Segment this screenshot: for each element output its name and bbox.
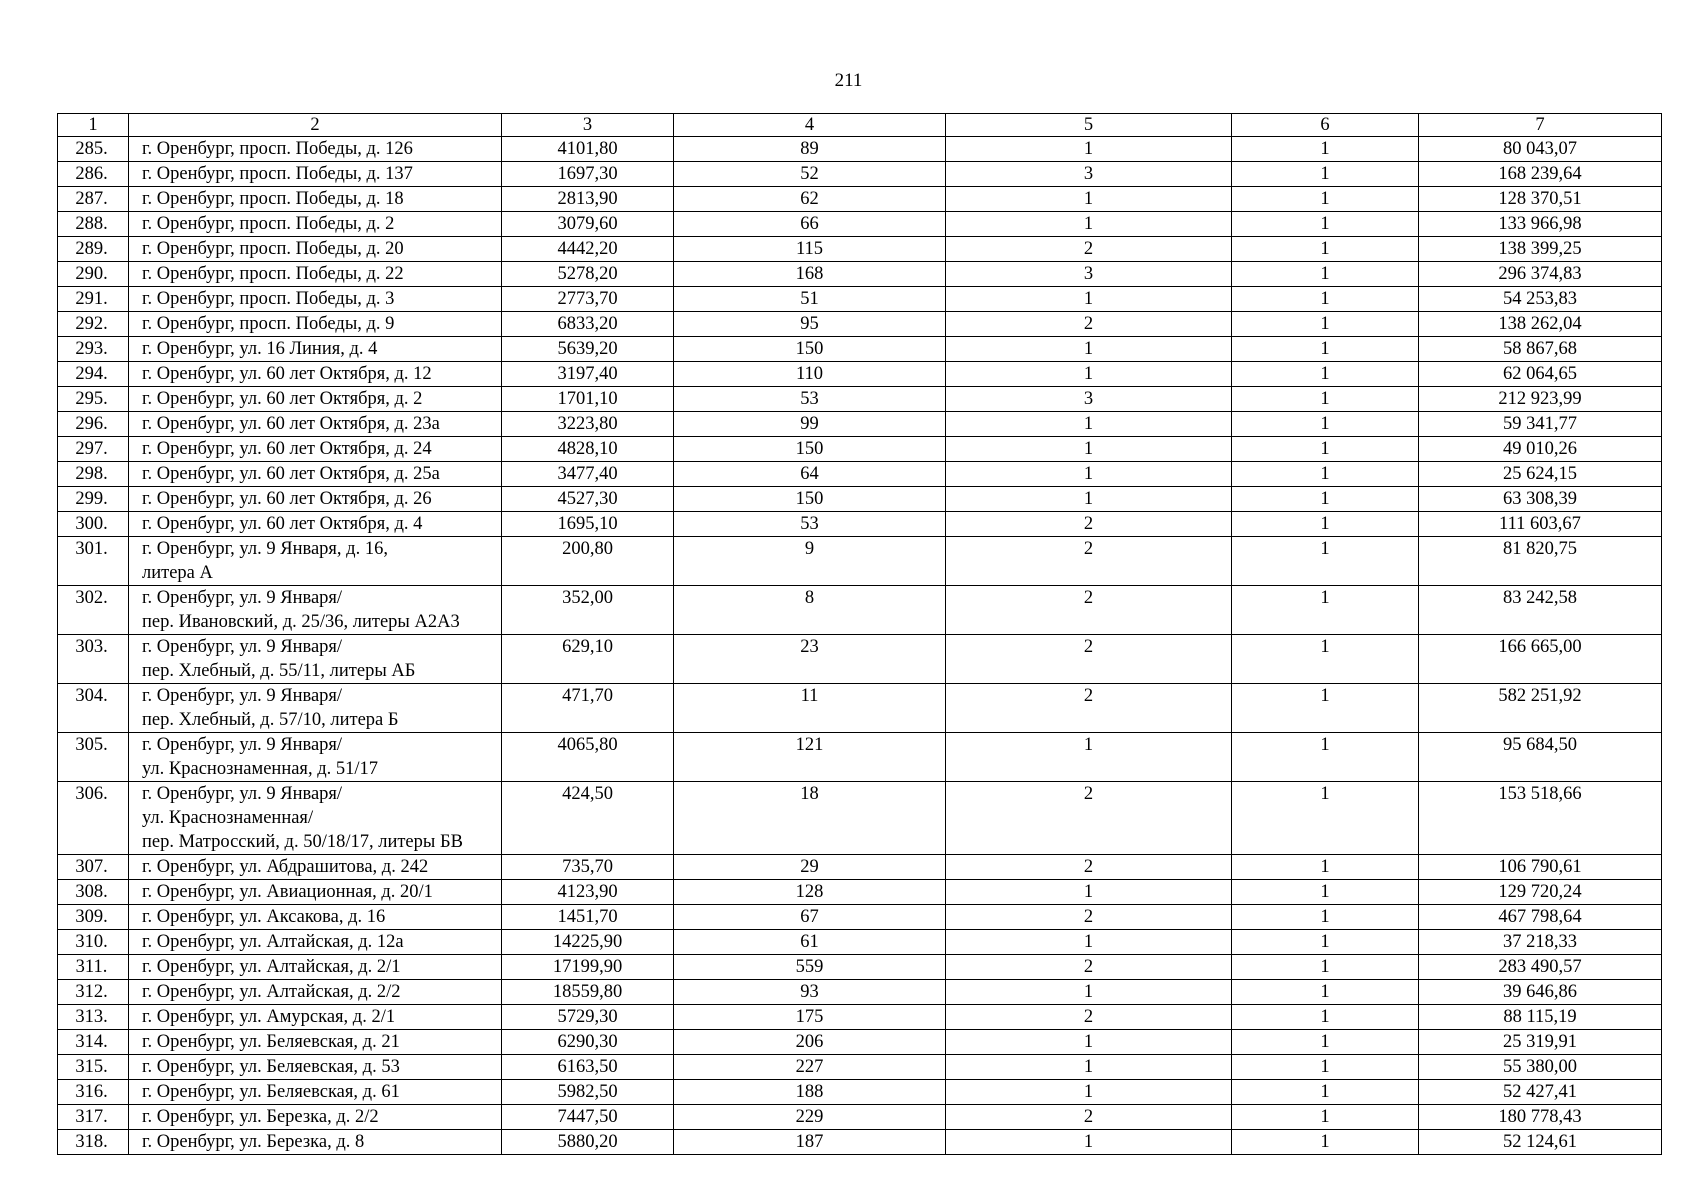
table-row (58, 162, 1662, 187)
row-number: 301. (58, 537, 129, 586)
value6-cell: 1 (1232, 412, 1419, 437)
row-number: 288. (58, 212, 129, 237)
row-number: 302. (58, 586, 129, 635)
table-header-row (58, 114, 1662, 137)
area-cell: 3477,40 (502, 462, 674, 487)
area-cell: 5982,50 (502, 1080, 674, 1105)
column-header: 3 (502, 114, 674, 137)
row-number: 286. (58, 162, 129, 187)
value6-cell: 1 (1232, 855, 1419, 880)
column-header: 1 (58, 114, 129, 137)
table-row (58, 312, 1662, 337)
row-number: 291. (58, 287, 129, 312)
table-row (58, 337, 1662, 362)
table-row (58, 586, 1662, 635)
count-cell: 23 (674, 635, 946, 684)
column-header: 5 (946, 114, 1232, 137)
table-row (58, 782, 1662, 855)
address-cell: г. Оренбург, просп. Победы, д. 2 (129, 212, 502, 237)
count-cell: 150 (674, 437, 946, 462)
address-cell: г. Оренбург, ул. 9 Января, д. 16, литера А (129, 537, 502, 586)
column-header: 2 (129, 114, 502, 137)
row-number: 311. (58, 955, 129, 980)
value6-cell: 1 (1232, 1080, 1419, 1105)
amount-cell: 95 684,50 (1419, 733, 1662, 782)
value5-cell: 1 (946, 137, 1232, 162)
count-cell: 168 (674, 262, 946, 287)
area-cell: 14225,90 (502, 930, 674, 955)
value6-cell: 1 (1232, 262, 1419, 287)
table-row (58, 684, 1662, 733)
address-cell: г. Оренбург, ул. Беляевская, д. 21 (129, 1030, 502, 1055)
row-number: 292. (58, 312, 129, 337)
row-number: 308. (58, 880, 129, 905)
count-cell: 11 (674, 684, 946, 733)
address-cell: г. Оренбург, ул. Беляевская, д. 53 (129, 1055, 502, 1080)
row-number: 295. (58, 387, 129, 412)
value5-cell: 1 (946, 287, 1232, 312)
table-row (58, 137, 1662, 162)
area-cell: 1697,30 (502, 162, 674, 187)
count-cell: 187 (674, 1130, 946, 1155)
count-cell: 227 (674, 1055, 946, 1080)
table-row (58, 262, 1662, 287)
area-cell: 4828,10 (502, 437, 674, 462)
area-cell: 5639,20 (502, 337, 674, 362)
amount-cell: 63 308,39 (1419, 487, 1662, 512)
value6-cell: 1 (1232, 287, 1419, 312)
table-row (58, 1130, 1662, 1155)
table-row (58, 1080, 1662, 1105)
value6-cell: 1 (1232, 880, 1419, 905)
value6-cell: 1 (1232, 362, 1419, 387)
count-cell: 53 (674, 512, 946, 537)
area-cell: 5278,20 (502, 262, 674, 287)
value6-cell: 1 (1232, 684, 1419, 733)
table-row (58, 930, 1662, 955)
value5-cell: 2 (946, 237, 1232, 262)
table-row (58, 412, 1662, 437)
address-cell: г. Оренбург, ул. Алтайская, д. 12а (129, 930, 502, 955)
value5-cell: 2 (946, 635, 1232, 684)
amount-cell: 106 790,61 (1419, 855, 1662, 880)
area-cell: 424,50 (502, 782, 674, 855)
address-cell: г. Оренбург, ул. 9 Января/ пер. Хлебный, д. 57/10, литера Б (129, 684, 502, 733)
table-row (58, 212, 1662, 237)
count-cell: 62 (674, 187, 946, 212)
area-cell: 17199,90 (502, 955, 674, 980)
value6-cell: 1 (1232, 733, 1419, 782)
count-cell: 150 (674, 337, 946, 362)
count-cell: 110 (674, 362, 946, 387)
value6-cell: 1 (1232, 462, 1419, 487)
amount-cell: 166 665,00 (1419, 635, 1662, 684)
value5-cell: 3 (946, 262, 1232, 287)
amount-cell: 168 239,64 (1419, 162, 1662, 187)
area-cell: 4101,80 (502, 137, 674, 162)
count-cell: 188 (674, 1080, 946, 1105)
amount-cell: 39 646,86 (1419, 980, 1662, 1005)
table-row (58, 855, 1662, 880)
area-cell: 629,10 (502, 635, 674, 684)
area-cell: 5880,20 (502, 1130, 674, 1155)
count-cell: 67 (674, 905, 946, 930)
amount-cell: 582 251,92 (1419, 684, 1662, 733)
table-row (58, 635, 1662, 684)
count-cell: 175 (674, 1005, 946, 1030)
address-cell: г. Оренбург, ул. 60 лет Октября, д. 12 (129, 362, 502, 387)
area-cell: 200,80 (502, 537, 674, 586)
address-cell: г. Оренбург, ул. Аксакова, д. 16 (129, 905, 502, 930)
address-cell: г. Оренбург, просп. Победы, д. 126 (129, 137, 502, 162)
value6-cell: 1 (1232, 955, 1419, 980)
address-cell: г. Оренбург, просп. Победы, д. 3 (129, 287, 502, 312)
value5-cell: 2 (946, 1105, 1232, 1130)
amount-cell: 62 064,65 (1419, 362, 1662, 387)
address-cell: г. Оренбург, ул. Абдрашитова, д. 242 (129, 855, 502, 880)
value5-cell: 2 (946, 855, 1232, 880)
value5-cell: 1 (946, 930, 1232, 955)
row-number: 289. (58, 237, 129, 262)
value6-cell: 1 (1232, 1005, 1419, 1030)
count-cell: 66 (674, 212, 946, 237)
table-row (58, 1105, 1662, 1130)
area-cell: 1701,10 (502, 387, 674, 412)
value6-cell: 1 (1232, 512, 1419, 537)
area-cell: 735,70 (502, 855, 674, 880)
value5-cell: 1 (946, 1080, 1232, 1105)
table-row (58, 187, 1662, 212)
count-cell: 64 (674, 462, 946, 487)
address-cell: г. Оренбург, ул. 9 Января/ ул. Краснознаменная, д. 51/17 (129, 733, 502, 782)
amount-cell: 283 490,57 (1419, 955, 1662, 980)
table-row (58, 462, 1662, 487)
area-cell: 6833,20 (502, 312, 674, 337)
amount-cell: 138 262,04 (1419, 312, 1662, 337)
amount-cell: 55 380,00 (1419, 1055, 1662, 1080)
count-cell: 559 (674, 955, 946, 980)
value5-cell: 1 (946, 1055, 1232, 1080)
amount-cell: 83 242,58 (1419, 586, 1662, 635)
value6-cell: 1 (1232, 162, 1419, 187)
area-cell: 6163,50 (502, 1055, 674, 1080)
address-cell: г. Оренбург, просп. Победы, д. 18 (129, 187, 502, 212)
count-cell: 95 (674, 312, 946, 337)
count-cell: 99 (674, 412, 946, 437)
value5-cell: 1 (946, 437, 1232, 462)
value5-cell: 3 (946, 162, 1232, 187)
value5-cell: 1 (946, 1030, 1232, 1055)
row-number: 297. (58, 437, 129, 462)
amount-cell: 58 867,68 (1419, 337, 1662, 362)
value5-cell: 1 (946, 212, 1232, 237)
value5-cell: 1 (946, 337, 1232, 362)
row-number: 306. (58, 782, 129, 855)
count-cell: 51 (674, 287, 946, 312)
row-number: 316. (58, 1080, 129, 1105)
address-cell: г. Оренбург, ул. 60 лет Октября, д. 24 (129, 437, 502, 462)
area-cell: 2773,70 (502, 287, 674, 312)
row-number: 313. (58, 1005, 129, 1030)
table-row (58, 880, 1662, 905)
table-row (58, 1005, 1662, 1030)
value6-cell: 1 (1232, 586, 1419, 635)
amount-cell: 128 370,51 (1419, 187, 1662, 212)
row-number: 290. (58, 262, 129, 287)
table-row (58, 237, 1662, 262)
value5-cell: 1 (946, 412, 1232, 437)
amount-cell: 54 253,83 (1419, 287, 1662, 312)
table-row (58, 537, 1662, 586)
area-cell: 1695,10 (502, 512, 674, 537)
address-cell: г. Оренбург, ул. 9 Января/ пер. Хлебный, д. 55/11, литеры АБ (129, 635, 502, 684)
value5-cell: 1 (946, 733, 1232, 782)
value6-cell: 1 (1232, 930, 1419, 955)
row-number: 293. (58, 337, 129, 362)
column-header: 4 (674, 114, 946, 137)
amount-cell: 133 966,98 (1419, 212, 1662, 237)
amount-cell: 296 374,83 (1419, 262, 1662, 287)
amount-cell: 138 399,25 (1419, 237, 1662, 262)
area-cell: 4065,80 (502, 733, 674, 782)
address-cell: г. Оренбург, ул. 60 лет Октября, д. 2 (129, 387, 502, 412)
value5-cell: 1 (946, 1130, 1232, 1155)
amount-cell: 212 923,99 (1419, 387, 1662, 412)
area-cell: 3079,60 (502, 212, 674, 237)
address-cell: г. Оренбург, просп. Победы, д. 9 (129, 312, 502, 337)
table-row (58, 1030, 1662, 1055)
value5-cell: 1 (946, 487, 1232, 512)
value6-cell: 1 (1232, 782, 1419, 855)
address-cell: г. Оренбург, ул. Березка, д. 8 (129, 1130, 502, 1155)
value6-cell: 1 (1232, 437, 1419, 462)
value5-cell: 3 (946, 387, 1232, 412)
count-cell: 121 (674, 733, 946, 782)
amount-cell: 153 518,66 (1419, 782, 1662, 855)
value6-cell: 1 (1232, 337, 1419, 362)
table-row (58, 512, 1662, 537)
amount-cell: 52 124,61 (1419, 1130, 1662, 1155)
value6-cell: 1 (1232, 237, 1419, 262)
count-cell: 89 (674, 137, 946, 162)
amount-cell: 81 820,75 (1419, 537, 1662, 586)
row-number: 287. (58, 187, 129, 212)
address-cell: г. Оренбург, ул. Беляевская, д. 61 (129, 1080, 502, 1105)
value5-cell: 1 (946, 462, 1232, 487)
data-table (57, 113, 1662, 1155)
row-number: 309. (58, 905, 129, 930)
area-cell: 471,70 (502, 684, 674, 733)
area-cell: 6290,30 (502, 1030, 674, 1055)
value5-cell: 2 (946, 312, 1232, 337)
address-cell: г. Оренбург, ул. 16 Линия, д. 4 (129, 337, 502, 362)
amount-cell: 25 319,91 (1419, 1030, 1662, 1055)
row-number: 296. (58, 412, 129, 437)
address-cell: г. Оренбург, ул. 60 лет Октября, д. 26 (129, 487, 502, 512)
page-number: 211 (834, 70, 863, 91)
table-row (58, 487, 1662, 512)
count-cell: 93 (674, 980, 946, 1005)
address-cell: г. Оренбург, ул. Алтайская, д. 2/1 (129, 955, 502, 980)
row-number: 299. (58, 487, 129, 512)
row-number: 317. (58, 1105, 129, 1130)
count-cell: 150 (674, 487, 946, 512)
table-row (58, 387, 1662, 412)
value5-cell: 2 (946, 537, 1232, 586)
value6-cell: 1 (1232, 487, 1419, 512)
value6-cell: 1 (1232, 537, 1419, 586)
row-number: 315. (58, 1055, 129, 1080)
value6-cell: 1 (1232, 1055, 1419, 1080)
address-cell: г. Оренбург, ул. Амурская, д. 2/1 (129, 1005, 502, 1030)
address-cell: г. Оренбург, ул. 60 лет Октября, д. 25а (129, 462, 502, 487)
table-row (58, 955, 1662, 980)
value5-cell: 2 (946, 586, 1232, 635)
value5-cell: 2 (946, 512, 1232, 537)
table-row (58, 437, 1662, 462)
row-number: 294. (58, 362, 129, 387)
table-row (58, 287, 1662, 312)
address-cell: г. Оренбург, ул. Авиационная, д. 20/1 (129, 880, 502, 905)
count-cell: 115 (674, 237, 946, 262)
area-cell: 1451,70 (502, 905, 674, 930)
address-cell: г. Оренбург, ул. 9 Января/ ул. Краснознаменная/ пер. Матросский, д. 50/18/17, литеры БВ (129, 782, 502, 855)
row-number: 300. (58, 512, 129, 537)
column-header: 6 (1232, 114, 1419, 137)
row-number: 285. (58, 137, 129, 162)
row-number: 304. (58, 684, 129, 733)
value5-cell: 2 (946, 684, 1232, 733)
value5-cell: 1 (946, 187, 1232, 212)
address-cell: г. Оренбург, ул. 9 Января/ пер. Ивановский, д. 25/36, литеры А2А3 (129, 586, 502, 635)
table-row (58, 905, 1662, 930)
value5-cell: 1 (946, 362, 1232, 387)
amount-cell: 52 427,41 (1419, 1080, 1662, 1105)
count-cell: 29 (674, 855, 946, 880)
count-cell: 52 (674, 162, 946, 187)
area-cell: 3197,40 (502, 362, 674, 387)
row-number: 314. (58, 1030, 129, 1055)
value5-cell: 1 (946, 880, 1232, 905)
amount-cell: 37 218,33 (1419, 930, 1662, 955)
row-number: 303. (58, 635, 129, 684)
area-cell: 4527,30 (502, 487, 674, 512)
value6-cell: 1 (1232, 212, 1419, 237)
amount-cell: 180 778,43 (1419, 1105, 1662, 1130)
area-cell: 5729,30 (502, 1005, 674, 1030)
amount-cell: 59 341,77 (1419, 412, 1662, 437)
area-cell: 7447,50 (502, 1105, 674, 1130)
value6-cell: 1 (1232, 1105, 1419, 1130)
area-cell: 18559,80 (502, 980, 674, 1005)
address-cell: г. Оренбург, ул. Березка, д. 2/2 (129, 1105, 502, 1130)
address-cell: г. Оренбург, ул. Алтайская, д. 2/2 (129, 980, 502, 1005)
count-cell: 53 (674, 387, 946, 412)
value6-cell: 1 (1232, 905, 1419, 930)
value6-cell: 1 (1232, 635, 1419, 684)
address-cell: г. Оренбург, ул. 60 лет Октября, д. 4 (129, 512, 502, 537)
row-number: 305. (58, 733, 129, 782)
count-cell: 8 (674, 586, 946, 635)
amount-cell: 80 043,07 (1419, 137, 1662, 162)
value5-cell: 2 (946, 782, 1232, 855)
count-cell: 229 (674, 1105, 946, 1130)
area-cell: 352,00 (502, 586, 674, 635)
value5-cell: 1 (946, 980, 1232, 1005)
amount-cell: 129 720,24 (1419, 880, 1662, 905)
table-row (58, 1055, 1662, 1080)
count-cell: 128 (674, 880, 946, 905)
count-cell: 61 (674, 930, 946, 955)
row-number: 298. (58, 462, 129, 487)
value6-cell: 1 (1232, 137, 1419, 162)
column-header: 7 (1419, 114, 1662, 137)
amount-cell: 88 115,19 (1419, 1005, 1662, 1030)
area-cell: 2813,90 (502, 187, 674, 212)
row-number: 307. (58, 855, 129, 880)
area-cell: 4123,90 (502, 880, 674, 905)
table-row (58, 980, 1662, 1005)
count-cell: 9 (674, 537, 946, 586)
address-cell: г. Оренбург, просп. Победы, д. 20 (129, 237, 502, 262)
value5-cell: 2 (946, 905, 1232, 930)
address-cell: г. Оренбург, ул. 60 лет Октября, д. 23а (129, 412, 502, 437)
row-number: 312. (58, 980, 129, 1005)
amount-cell: 111 603,67 (1419, 512, 1662, 537)
address-cell: г. Оренбург, просп. Победы, д. 137 (129, 162, 502, 187)
table-row (58, 733, 1662, 782)
value6-cell: 1 (1232, 312, 1419, 337)
address-cell: г. Оренбург, просп. Победы, д. 22 (129, 262, 502, 287)
amount-cell: 25 624,15 (1419, 462, 1662, 487)
row-number: 318. (58, 1130, 129, 1155)
value5-cell: 2 (946, 1005, 1232, 1030)
table-row (58, 362, 1662, 387)
area-cell: 3223,80 (502, 412, 674, 437)
value5-cell: 2 (946, 955, 1232, 980)
count-cell: 206 (674, 1030, 946, 1055)
amount-cell: 467 798,64 (1419, 905, 1662, 930)
count-cell: 18 (674, 782, 946, 855)
value6-cell: 1 (1232, 980, 1419, 1005)
value6-cell: 1 (1232, 1030, 1419, 1055)
amount-cell: 49 010,26 (1419, 437, 1662, 462)
value6-cell: 1 (1232, 187, 1419, 212)
area-cell: 4442,20 (502, 237, 674, 262)
value6-cell: 1 (1232, 1130, 1419, 1155)
value6-cell: 1 (1232, 387, 1419, 412)
row-number: 310. (58, 930, 129, 955)
